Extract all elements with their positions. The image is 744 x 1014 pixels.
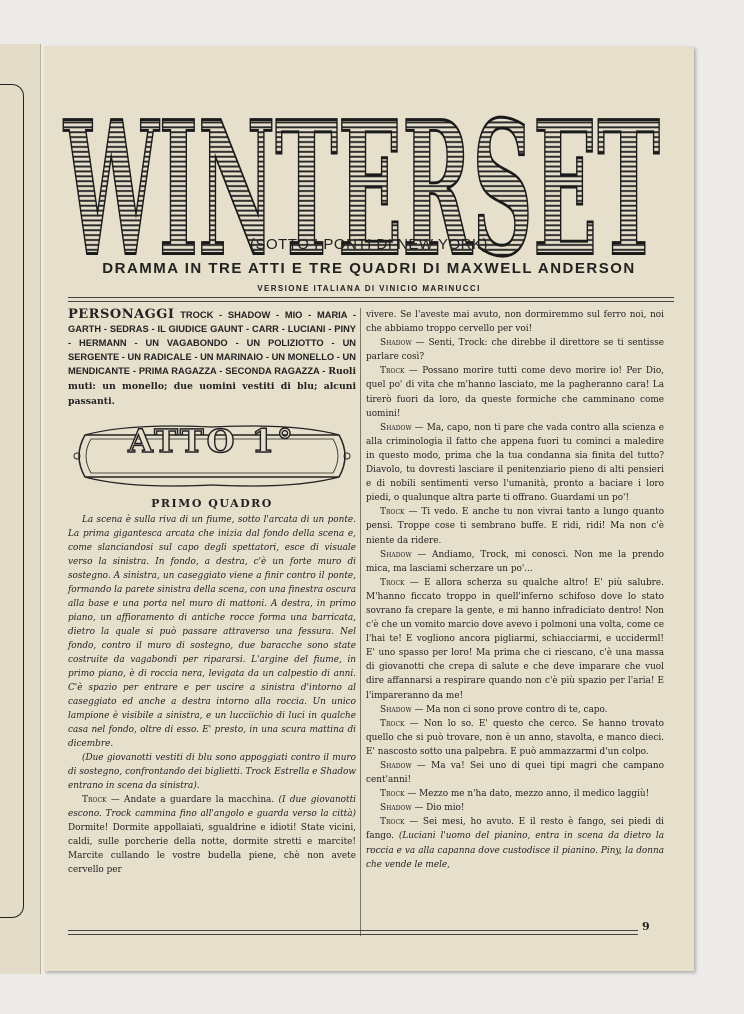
speaker-name: Trock <box>380 577 405 588</box>
cast-heading: PERSONAGGI <box>68 307 175 322</box>
translation-credit: VERSIONE ITALIANA DI VINICIO MARINUCCI <box>257 284 481 293</box>
speaker-name: Trock <box>380 817 405 828</box>
dialogue-text: — Mezzo me n'ha dato, mezzo anno, il medico laggiù! <box>404 789 650 800</box>
dialogue-line <box>366 336 664 364</box>
dialogue-text: — Andate a guardare la macchina. <box>106 795 279 805</box>
dialogue-line <box>366 421 664 506</box>
speaker-name: Trock <box>82 795 107 805</box>
cast-mute-roles: Ruoli muti: un monello; due uomini vestiti di blu; alcuni passanti. <box>68 366 356 407</box>
act-title: ATTO 1° <box>128 422 296 460</box>
dialogue-text: vivere. Se l'aveste mai avuto, non dormiremmo sul ferro noi, noi che abbiamo troppo cervello per voi! <box>366 310 664 335</box>
speaker-name: Shadow <box>380 803 412 814</box>
dialogue-line <box>366 801 664 815</box>
dialogue-line <box>366 576 664 703</box>
dialogue-text: — Dio mio! <box>411 803 465 814</box>
dialogue-line <box>366 364 664 420</box>
magazine-page <box>44 46 694 971</box>
act-cartouche <box>69 421 355 491</box>
dialogue-line <box>366 717 664 759</box>
dialogue-line <box>366 759 664 787</box>
inline-stage-direction: (Luciani l'uomo del pianino, entra in scena da dietro la roccia e va alla capanna dove custodisce il pianino. Piny, la donna che vende le mele, <box>366 831 664 870</box>
dialogue-text: — Sei mesi, ho avuto. E il resto è fango, sei piedi di fango. <box>366 817 664 842</box>
dialogue-line <box>366 787 664 801</box>
speaker-name: Shadow <box>380 549 412 560</box>
stage-direction-2: (Due giovanotti vestiti di blu sono appoggiati contro il muro di sostegno, confrontando dei biglietti. Trock Estrella e Shadow entrano in scena da sinistra). <box>68 753 356 791</box>
dialogue-line <box>366 815 664 871</box>
cast-list <box>68 308 356 409</box>
tagline: DRAMMA IN TRE ATTI E TRE QUADRI DI MAXWELL ANDERSON <box>102 260 636 277</box>
column-divider <box>360 308 361 936</box>
dialogue-line <box>366 548 664 576</box>
page-number: 9 <box>642 920 650 933</box>
subtitle: (SOTTO I PONTI DI NEW YORK) <box>250 236 488 253</box>
speaker-name: Shadow <box>380 761 412 771</box>
dialogue-text: — E allora scherza su qualche altro! E' più salubre. M'hanno ficcato troppo in quell'inferno schifoso dove lo stato sovrano fa crepare la gente, e mi hanno infradiciato dentro! Non c'è che un vomito marcio dove avevo i polmoni una volta, come ce l'hai te! E vogliono ancora pigliarmi, schiacciarmi, e ucciderml! E' uno spasso per loro! Ma prima che ci riescano, c'è una massa di giovanotti che crepa di salute e che deve imparare che vuol dire affannarsi a respirare quando non c'è più spazio per l'aria! E l'impareranno da me! <box>366 577 664 701</box>
scene-heading: PRIMO QUADRO <box>151 497 273 510</box>
inline-stage-direction: (I due giovanotti escono. Trock cammina fino all'angolo e guarda verso la città) <box>68 795 357 819</box>
dialogue-text: — Andiamo, Trock, mi conosci. Non me la prendo mica, ma lasciami scherzare un po'... <box>366 549 664 574</box>
top-rule <box>68 297 674 302</box>
dialogue-text: Dormite! Dormite appollaiati, sgualdrine e idioti! State vicini, caldi, sulle porcherie della notte, dormite stretti e marcite! Marcite cullando le vostre budella piene, chè non avete cervello per <box>68 823 356 875</box>
left-column <box>68 308 356 877</box>
cast-names: TROCK - SHADOW - MIO - MARIA - GARTH - SEDRAS - IL GIUDICE GAUNT - CARR - LUCIANI - PINY - HERMANN - UN VAGABONDO - UN POLIZIOTTO - UN SERGENTE - UN RADICALE - UN MARINAIO - UN MONELLO - UN MENDICANTE - PRIMA RAGAZZA - SECONDA RAGAZZA - <box>68 310 356 376</box>
speaker-name: Shadow <box>380 704 412 715</box>
dialogue-text: — Ti vedo. E anche tu non vivrai tanto a lungo quanto pensi. Troppe cose ti sembrano buffe. E ridi, ridi! Ma non c'è niente da ridere. <box>366 507 664 546</box>
right-column <box>366 308 664 872</box>
dialogue-text: — Non lo so. E' questo che cerco. Se hanno trovato quello che si può trovare, non è un anno, stavolta, e manco dieci. E' nascosto sotto una palpebra. E può ammazzarmi d'un colpo. <box>366 718 664 757</box>
dialogue-text: — Ma, capo, non ti pare che vada contro alla scienza e alla criminologia il fatto che appena fuori tu cominci a maledire in questo modo, prima che la tua condanna sia finita del tutto? Diavolo, tu dovresti lasciare il penitenziario pieno di alti pensieri e di nobili sentimenti verso l'umanità, pronto a baciare i loro piedi, o qualunque altra parte ti offrano. Guardami un po'! <box>366 422 664 504</box>
dialogue-text: — Senti, Trock: che direbbe il direttore se ti sentisse parlare così? <box>366 338 664 363</box>
dialogue-text: — Ma va! Sei uno di quei tipi magri che campano cent'anni! <box>366 761 664 786</box>
speaker-name: Trock <box>380 507 405 518</box>
dialogue-line <box>68 793 356 877</box>
dialogue-line <box>366 703 664 717</box>
dialogue-text: — Ma non ci sono prove contro di te, capo. <box>411 704 608 715</box>
previous-page-edge <box>0 44 41 974</box>
speaker-name: Trock <box>380 366 405 377</box>
speaker-name: Shadow <box>380 422 412 433</box>
title: WINTERSET <box>62 82 660 278</box>
previous-page-border <box>0 84 24 918</box>
speaker-name: Trock <box>380 789 405 800</box>
speaker-name: Trock <box>380 718 405 729</box>
dialogue-line <box>366 308 664 336</box>
bottom-rule <box>68 930 638 935</box>
dialogue-text: — Possano morire tutti come devo morire io! Per Dio, quel po' di vita che m'hanno lasciato, me la pagheranno cara! La tirerò fuori da loro, da queste formiche che camminano come uomini! <box>366 366 664 419</box>
speaker-name: Shadow <box>380 338 412 349</box>
stage-direction: La scena è sulla riva di un fiume, sotto l'arcata di un ponte. La prima gigantesca arcata che inizia dal fondo della scena e, come slanciandosi sul capo degli spettatori, esce di visuale verso la sinistra. In fondo, a destra, c'è un forte muro di sostegno. A sinistra, un caseggiato viene a finir contro il ponte, formando la parete sinistra della scena, con una finestra oscura alla base e una porta nel muro di mattoni. A destra, in primo piano, un affioramento di antiche rocce forma una barricata, dietro la quale si può passare attraverso una fessura. Nel fondo, contro il muro di sostegno, due baracche sono state costruite da vagabondi per ripararsi. L'argine del fiume, in primo piano, è di roccia nera, levigata da un calpestio di anni. C'è spazio per entrare e per uscire a sinistra d'intorno al caseggiato ed anche a destra intorno alla roccia. Un unico lampione è visibile a sinistra, e un lucciichio di luci in qualche casa nel fondo, oltre di esso. E' presto, in una scura mattina di dicembre. <box>68 515 356 749</box>
dialogue-line <box>366 505 664 547</box>
